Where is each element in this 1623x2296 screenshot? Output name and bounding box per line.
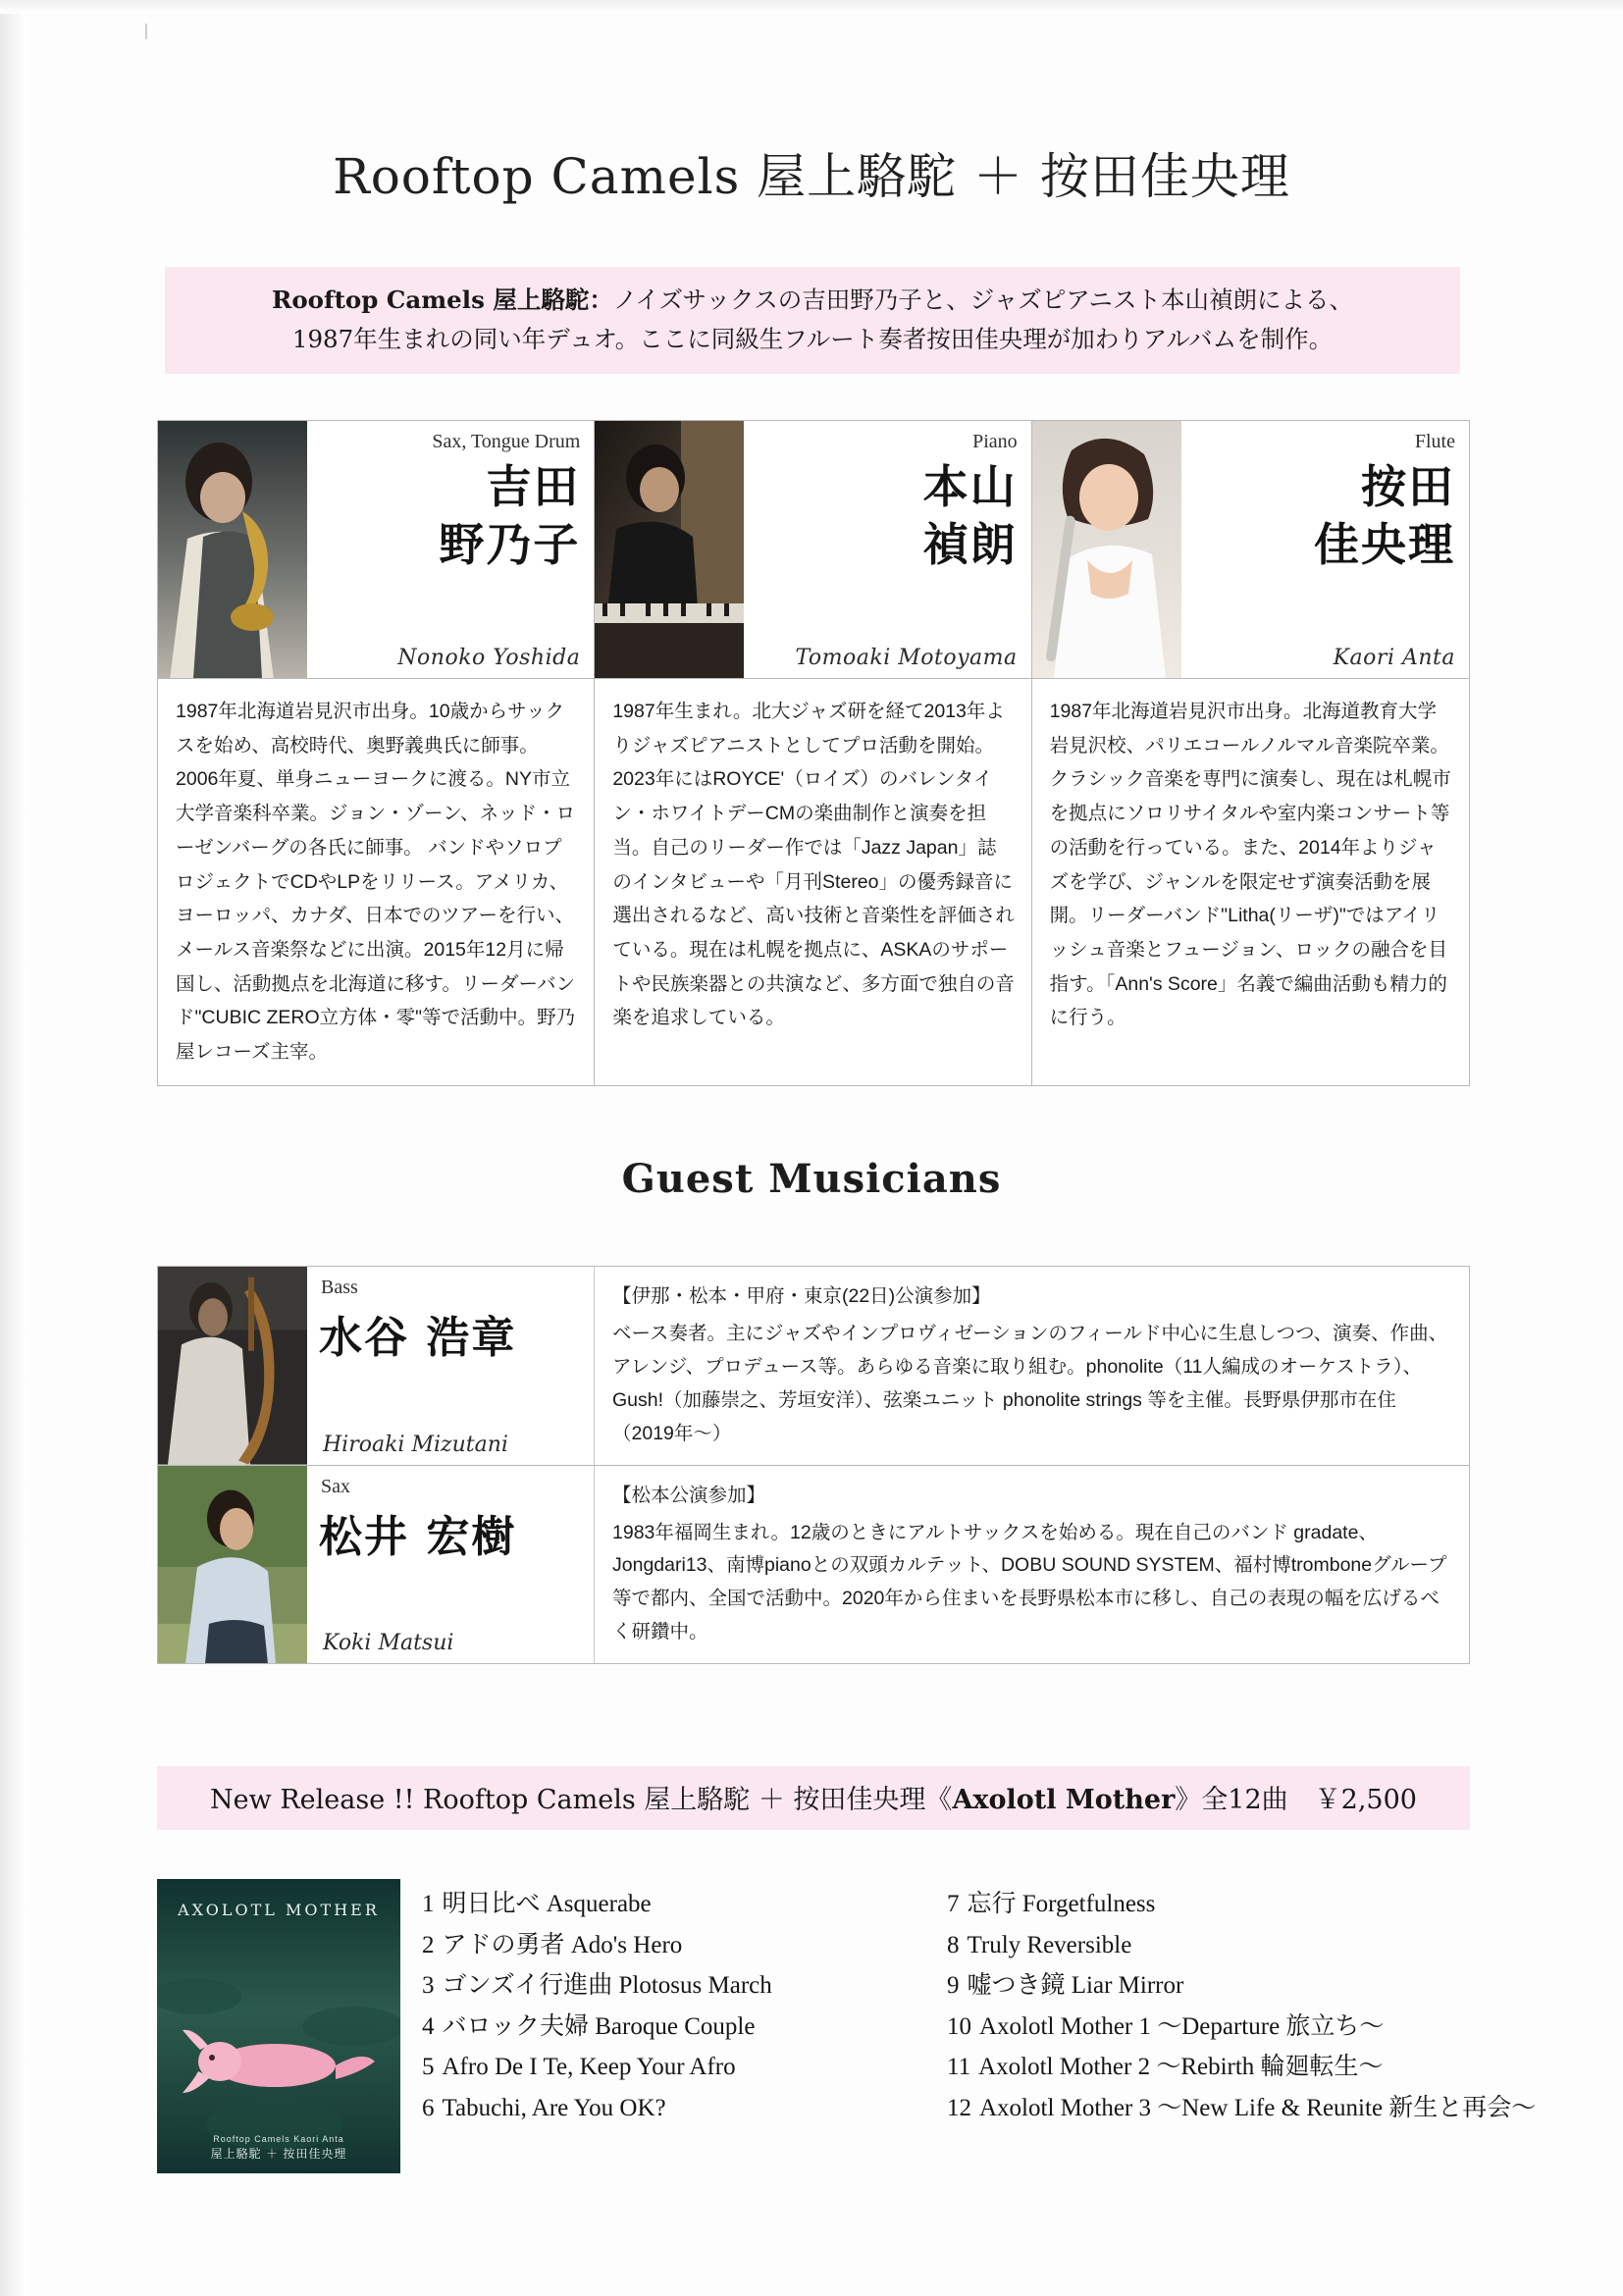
member-name-area — [307, 421, 594, 678]
track-number: 8 — [947, 1931, 960, 1958]
guest-bio: 1983年福岡生まれ。12歳のときにアルトサックスを始める。現在自己のバンド gradate、Jongdari13、南博pianoとの双頭カルテット、DOBU SOUND SYSTEM、福村博tromboneグループ等で都内、全国で活動中。2020年から住まいを長野県松本市に移し、自己の表現の幅を広げるべく研鑽中。 — [612, 1521, 1447, 1644]
track-title: Axolotl Mother 3 〜New Life & Reunite 新生と再会〜 — [979, 2094, 1537, 2121]
member-name-line-2: 佳央理 — [1313, 517, 1455, 571]
track-number: 10 — [947, 2012, 971, 2040]
guest-romaji: Hiroaki Mizutani — [323, 1432, 508, 1457]
guest-role: Sax — [321, 1475, 350, 1497]
member-romaji: Tomoaki Motoyama — [795, 646, 1018, 670]
member-name-area — [1181, 421, 1469, 678]
page-title — [0, 137, 1623, 208]
guest-musicians-heading: Guest Musicians — [621, 1156, 1002, 1202]
guest-name-area — [307, 1466, 595, 1664]
track-number: 2 — [422, 1931, 435, 1958]
bassist-photo — [158, 1267, 307, 1465]
member-name-line-2: 野乃子 — [439, 517, 581, 571]
track-title: Axolotl Mother 1 〜Departure 旅立ち〜 — [979, 2012, 1385, 2040]
member-bio: 1987年北海道岩見沢市出身。北海道教育大学岩見沢校、パリエコールノルマル音楽院卒業。クラシック音楽を専門に演奏し、現在は札幌市を拠点にソロリサイタルや室内楽コンサート等の活動を行っている。また、2014年よりジャズを学び、ジャンルを限定せず演奏活動を展開。リーダーバンド"Litha(リーザ)"ではアイリッシュ音楽とフュージョン、ロックの融合を目指す。「Ann's Score」名義で編曲活動も精力的に行う。 — [1032, 678, 1469, 1051]
guest-name: 水谷 浩章 — [319, 1313, 517, 1363]
member-name — [1314, 458, 1455, 574]
tracklist — [422, 1884, 1537, 2128]
track-title: ゴンズイ行進曲 Plotosus March — [442, 1972, 772, 1999]
member-bio: 1987年生まれ。北大ジャズ研を経て2013年よりジャズピアニストとしてプロ活動を開始。2023年にはROYCE'（ロイズ）のバレンタイン・ホワイトデーCMの楽曲制作と演奏を担当。自己のリーダー作では「Jazz Japan」誌のインタビューや「月刊Stereo」の優秀録音に選出されるなど、高い技術と音楽性を評価されている。現在は札幌を拠点に、ASKAのサポートや民族楽器との共演など、多方面で独自の音楽を追求している。 — [595, 678, 1030, 1051]
lead-group-name: Rooftop Camels 屋上駱駝： — [271, 286, 613, 314]
tracklist-column-left — [422, 1884, 947, 2128]
saxophone-player-photo — [158, 421, 307, 678]
member-name-area — [744, 421, 1030, 678]
new-release-band — [157, 1766, 1470, 1830]
track-number: 12 — [947, 2094, 971, 2121]
guest-description — [595, 1267, 1469, 1465]
member-card — [158, 421, 595, 1085]
member-name-line-1: 吉田 — [486, 460, 581, 513]
track-title: 忘行 Forgetfulness — [967, 1891, 1156, 1917]
lead-line-2: 1987年生まれの同い年デュオ。ここに同級生フルート奏者按田佳央理が加わりアルバムを制作。 — [291, 324, 1334, 353]
track-number: 4 — [422, 2012, 435, 2040]
member-romaji: Kaori Anta — [1333, 646, 1455, 670]
guest-row — [158, 1466, 1469, 1664]
album-cover — [157, 1879, 400, 2173]
track-title: Afro De I Te, Keep Your Afro — [442, 2054, 736, 2080]
tracklist-column-right — [947, 1884, 1537, 2128]
guest-name-area — [307, 1267, 595, 1465]
member-header — [1032, 421, 1469, 678]
guest-row — [158, 1267, 1469, 1466]
track-item — [947, 1925, 1472, 1966]
flutist-photo — [1032, 421, 1181, 678]
page-title-text: Rooftop Camels 屋上駱駝 ＋ 按田佳央理 — [333, 148, 1290, 205]
members-section — [157, 420, 1470, 1086]
guest-role: Bass — [321, 1277, 358, 1298]
track-item — [422, 2047, 947, 2088]
album-cover-credit: Rooftop Camels Kaori Anta — [213, 2134, 344, 2144]
guest-photo — [158, 1466, 307, 1664]
guest-performance-note: 【伊那・松本・甲府・東京(22日)公演参加】 — [612, 1285, 991, 1307]
track-number: 6 — [422, 2094, 435, 2121]
member-name-line-2: 禎朗 — [922, 517, 1018, 571]
member-role: Sax, Tongue Drum — [432, 431, 581, 452]
track-item — [422, 2088, 947, 2129]
track-item — [947, 1965, 1472, 2007]
member-photo — [1032, 421, 1181, 678]
album-cover-credit-jp: 屋上駱駝 ＋ 按田佳央理 — [210, 2147, 347, 2161]
member-bio: 1987年北海道岩見沢市出身。10歳からサックスを始め、高校時代、奥野義典氏に師事。2006年夏、単身ニューヨークに渡る。NY市立大学音楽科卒業。ジョン・ゾーン、ネッド・ローゼンバーグの各氏に師事。 バンドやソロプロジェクトでCDやLPをリリース。アメリカ、ヨーロッパ、カナダ、日本でのツアーを行い、メールス音楽祭などに出演。2015年12月に帰国し、活動拠点を北海道に移す。リーダーバンド"CUBIC ZERO立方体・零"等で活動中。野乃屋レコーズ主宰。 — [158, 678, 594, 1085]
member-card — [595, 421, 1031, 1085]
album-cover-title: AXOLOTL MOTHER — [178, 1901, 380, 1919]
track-item — [947, 2088, 1537, 2129]
track-item — [947, 1884, 1472, 1925]
scan-artifact-mark — [145, 24, 147, 39]
lead-line-1-rest: ノイズサックスの吉田野乃子と、ジャズピアニスト本山禎朗による、 — [612, 286, 1354, 314]
scan-edge-top — [0, 0, 1623, 14]
release-suffix: 》全12曲 ￥2,500 — [1175, 1785, 1417, 1815]
track-item — [422, 2007, 947, 2048]
lead-description-band — [165, 267, 1460, 374]
member-card — [1032, 421, 1469, 1085]
member-name — [439, 458, 580, 574]
guest-musicians-section — [157, 1266, 1470, 1664]
track-number: 11 — [947, 2054, 971, 2080]
member-header — [158, 421, 594, 678]
member-name-line-1: 本山 — [922, 460, 1018, 513]
member-name-line-1: 按田 — [1360, 460, 1455, 513]
track-title: アドの勇者 Ado's Hero — [442, 1931, 683, 1958]
track-title: Truly Reversible — [967, 1931, 1132, 1958]
member-photo — [595, 421, 744, 678]
track-title: Axolotl Mother 2 〜Rebirth 輪廻転生〜 — [978, 2054, 1384, 2080]
track-item — [947, 2047, 1472, 2088]
member-role: Flute — [1414, 431, 1455, 452]
track-item — [422, 1925, 947, 1966]
member-header — [595, 421, 1030, 678]
track-number: 1 — [422, 1891, 435, 1917]
track-title: Tabuchi, Are You OK? — [442, 2094, 666, 2121]
track-title: 明日比べ Asquerabe — [442, 1891, 652, 1917]
track-number: 5 — [422, 2054, 435, 2080]
guest-bio: ベース奏者。主にジャズやインプロヴィゼーションのフィールド中心に生息しつつ、演奏、作曲、アレンジ、プロデュース等。あらゆる音楽に取り組む。phonolite（11人編成のオーケストラ）、Gush!（加藤崇之、芳垣安洋）、弦楽ユニット phonolite strings 等を主催。長野県伊那市在住（2019年〜） — [612, 1322, 1448, 1444]
track-item — [947, 2007, 1472, 2048]
pianist-photo — [595, 421, 744, 678]
member-role: Piano — [972, 431, 1018, 452]
guest-photo — [158, 1267, 307, 1465]
album-cover-artwork — [157, 1879, 400, 2173]
guest-romaji: Koki Matsui — [323, 1631, 454, 1656]
release-prefix: New Release !! Rooftop Camels 屋上駱駝 ＋ 按田佳央理《 — [210, 1785, 953, 1815]
member-photo — [158, 421, 307, 678]
member-name — [923, 458, 1018, 574]
track-item — [422, 1965, 947, 2007]
member-romaji: Nonoko Yoshida — [397, 646, 581, 670]
guest-description — [595, 1466, 1469, 1664]
guest-name: 松井 宏樹 — [319, 1511, 517, 1562]
track-title: 嘘つき鏡 Liar Mirror — [967, 1972, 1184, 1999]
album-title: Axolotl Mother — [952, 1785, 1176, 1815]
saxophonist-guest-photo — [158, 1466, 307, 1664]
track-item — [422, 1884, 947, 1925]
track-number: 7 — [947, 1891, 960, 1917]
lead-line-1 — [183, 281, 1442, 320]
guest-performance-note: 【松本公演参加】 — [612, 1484, 766, 1506]
track-number: 3 — [422, 1972, 435, 1999]
track-title: バロック夫婦 Baroque Couple — [442, 2012, 756, 2040]
scan-edge-left — [0, 0, 26, 2296]
track-number: 9 — [947, 1972, 960, 1999]
